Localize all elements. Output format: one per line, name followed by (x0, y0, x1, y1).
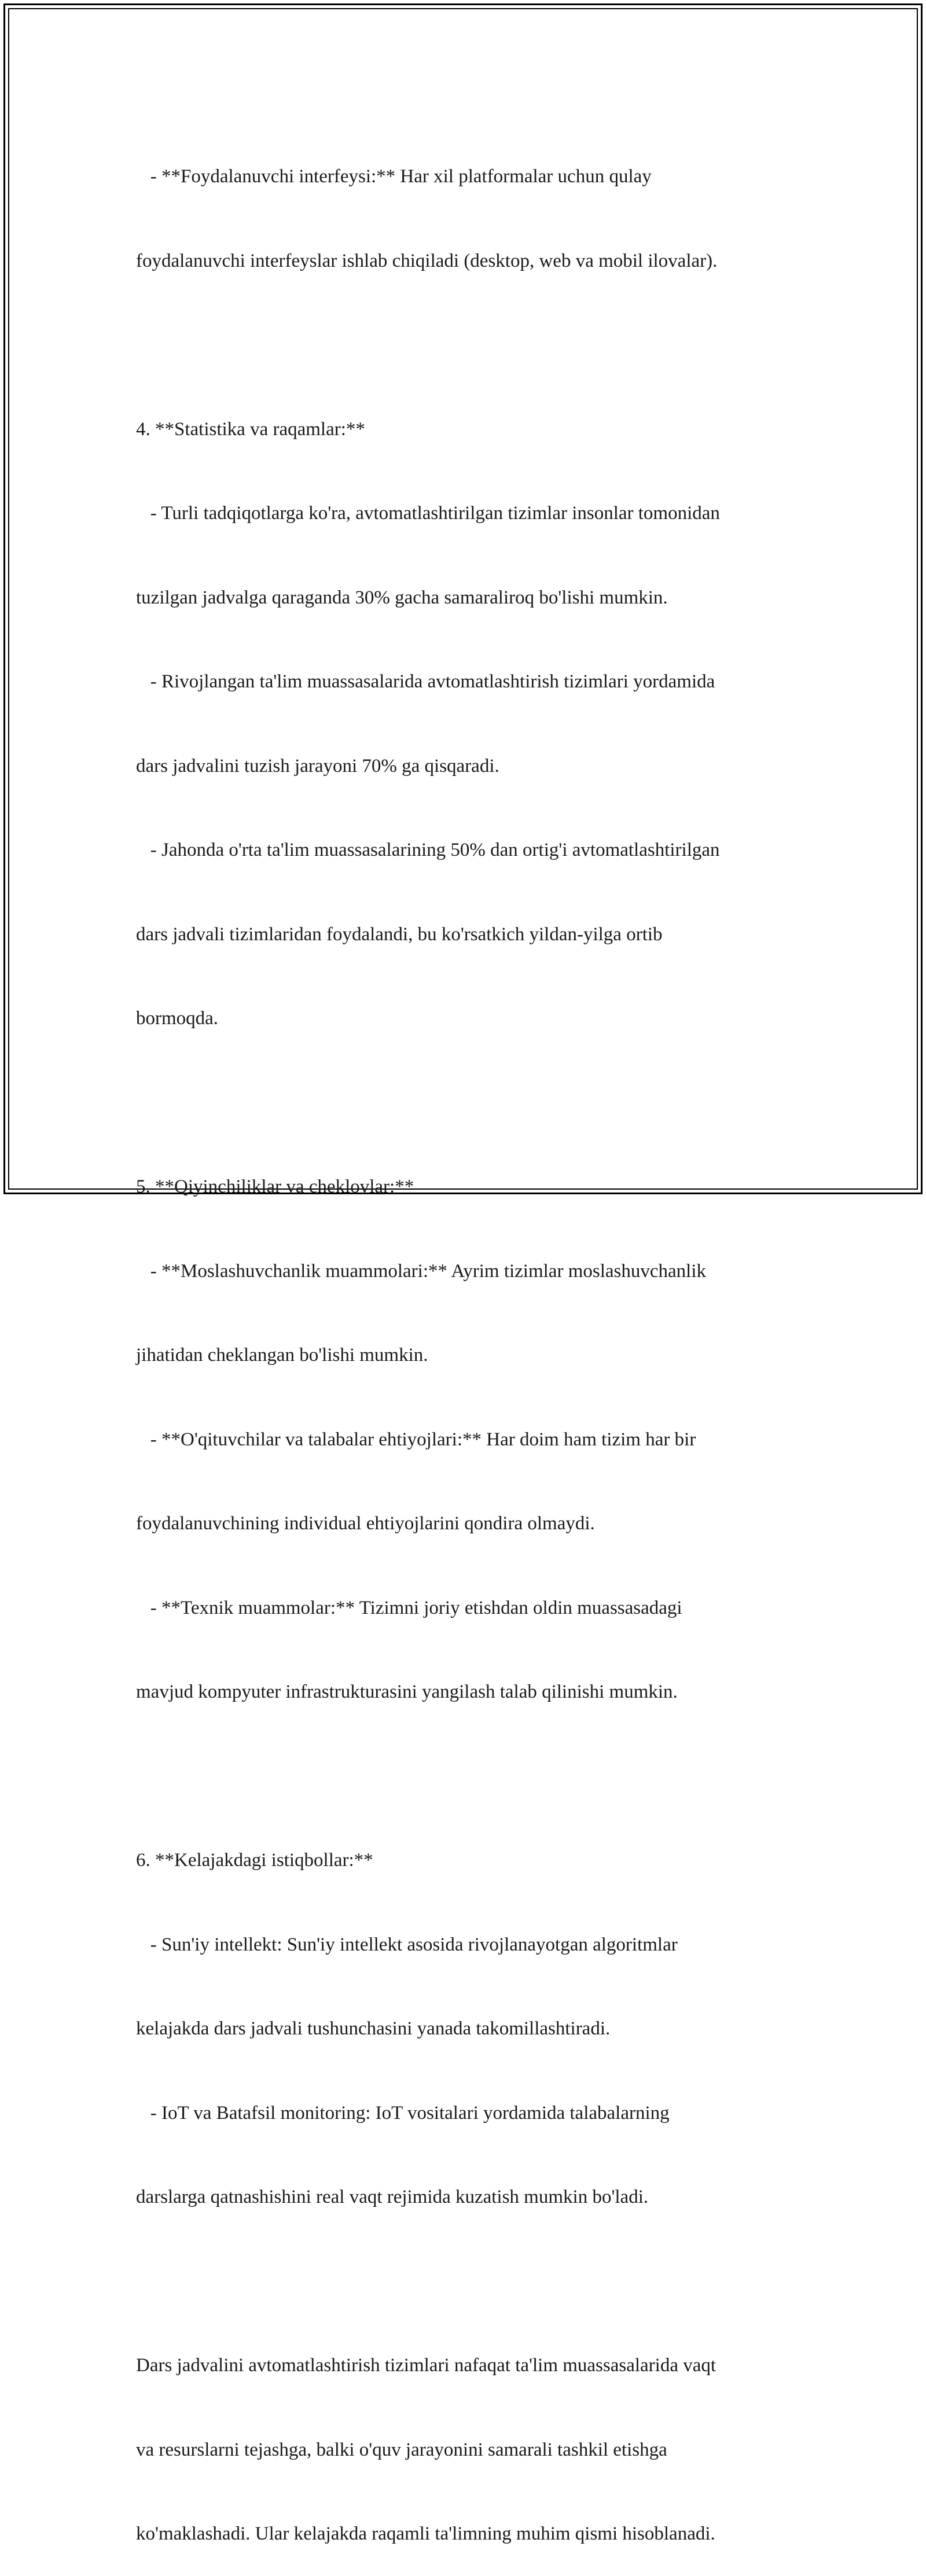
blank-line (136, 1762, 819, 1791)
text-line: darslarga qatnashishini real vaqt rejimida kuzatish mumkin bo'ladi. (136, 2187, 649, 2207)
section-heading: 5. **Qiyinchiliklar va cheklovlar:** (136, 1176, 414, 1197)
text-line: foydalanuvchining individual ehtiyojlarini qondira olmaydi. (136, 1513, 595, 1534)
text-line: foydalanuvchi interfeyslar ishlab chiqiladi (desktop, web va mobil ilovalar). (136, 250, 718, 271)
blank-line (136, 1089, 819, 1117)
text-line: - **O'qituvchilar va talabalar ehtiyojlari:** Har doim ham tizim har bir (136, 1429, 696, 1450)
document-body (136, 106, 819, 2576)
text-line: mavjud kompyuter infrastrukturasini yangilash talab qilinishi mumkin. (136, 1681, 678, 1702)
text-line: - Sun'iy intellekt: Sun'iy intellekt asosida rivojlanayotgan algoritmlar (136, 1934, 678, 1955)
conclusion-line: va resurslarni tejashga, balki o'quv jarayonini samarali tashkil etishga (136, 2439, 667, 2460)
text-line: - **Foydalanuvchi interfeysi:** Har xil platformalar uchun qulay (136, 166, 652, 187)
text-line: jihatidan cheklangan bo'lishi mumkin. (136, 1345, 428, 1366)
text-line: tuzilgan jadvalga qaraganda 30% gacha samaraliroq bo'lishi mumkin. (136, 587, 668, 608)
text-line: bormoqda. (136, 1008, 219, 1029)
conclusion-line: Dars jadvalini avtomatlashtirish tizimlari nafaqat ta'lim muassasalarida vaqt (136, 2355, 716, 2376)
conclusion-line: ko'maklashadi. Ular kelajakda raqamli ta'limning muhim qismi hisoblanadi. (136, 2523, 715, 2544)
section-heading: 6. **Kelajakdagi istiqbollar:** (136, 1850, 373, 1871)
text-line: kelajakda dars jadvali tushunchasini yanada takomillashtiradi. (136, 2018, 611, 2039)
text-line: - **Moslashuvchanlik muammolari:** Ayrim tizimlar moslashuvchanlik (136, 1260, 706, 1282)
blank-line (136, 331, 819, 359)
section-heading: 4. **Statistika va raqamlar:** (136, 418, 365, 440)
text-line: - **Texnik muammolar:** Tizimni joriy etishdan oldin muassasadagi (136, 1597, 682, 1618)
text-line: - Turli tadqiqotlarga ko'ra, avtomatlashtirilgan tizimlar insonlar tomonidan (136, 503, 720, 524)
text-line: - Rivojlangan ta'lim muassasalarida avtomatlashtirish tizimlari yordamida (136, 671, 715, 692)
text-line: - Jahonda o'rta ta'lim muassasalarining 50% dan ortig'i avtomatlashtirilgan (136, 840, 720, 860)
text-line: dars jadvalini tuzish jarayoni 70% ga qisqaradi. (136, 755, 499, 777)
text-line: - IoT va Batafsil monitoring: IoT vositalari yordamida talabalarning (136, 2102, 670, 2124)
blank-line (136, 2268, 819, 2296)
text-line: dars jadvali tizimlaridan foydalandi, bu ko'rsatkich yildan-yilga ortib (136, 923, 663, 945)
